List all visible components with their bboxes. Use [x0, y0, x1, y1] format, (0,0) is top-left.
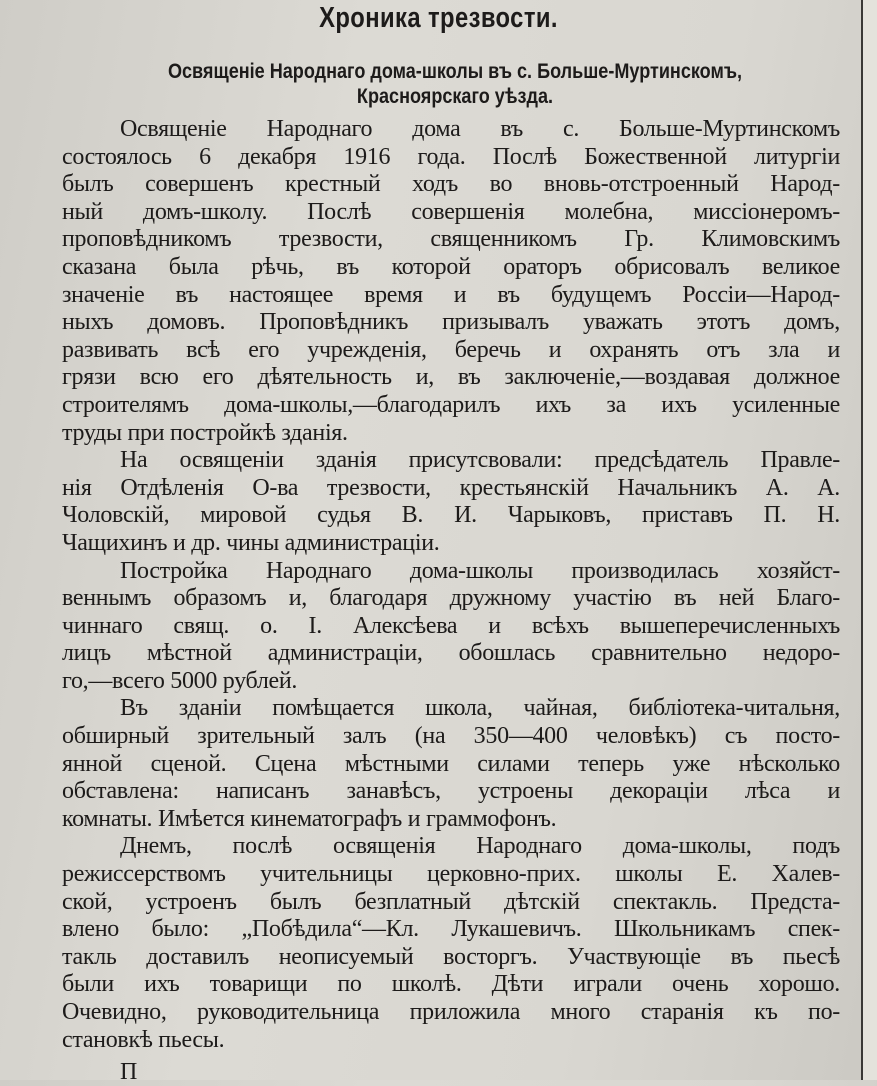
paragraph [62, 447, 840, 557]
text-line: развивать всѣ его учрежденія, беречь и охранять отъ зла и [62, 336, 840, 363]
text-line: обширный зрительный залъ (на 350—400 человѣкъ) съ посто- [62, 723, 840, 750]
cut-off-line: П [120, 1059, 138, 1085]
text-line: обставлена: написанъ занавѣсъ, устроены декораціи лѣса и [62, 778, 840, 805]
article-heading-line-1: Освященіе Народнаго дома-школы въ с. Больше-Муртинскомъ, [167, 60, 743, 83]
text-line: режиссерствомъ учительницы церковно-прих. школы Е. Халев- [62, 861, 840, 888]
text-line: го,—всего 5000 рублей. [62, 667, 298, 694]
text-line: чиннаго свящ. о. І. Алексѣева и всѣхъ вышеперечисленныхъ [62, 612, 840, 639]
text-line: нія Отдѣленія О-ва трезвости, крестьянскій Начальникъ А. А. [62, 474, 840, 501]
text-line: веннымъ образомъ и, благодаря дружному участію въ ней Благо- [62, 585, 840, 612]
text-line: проповѣдникомъ трезвости, священникомъ Гр. Климовскимъ [62, 226, 840, 253]
text-line: Чащихинъ и др. чины администраціи. [62, 529, 440, 556]
paragraph [62, 833, 840, 1054]
text-line: труды при постройкѣ зданія. [62, 419, 348, 446]
text-line: влено было: „Побѣдила“—Кл. Лукашевичъ. Школьникамъ спек- [62, 916, 840, 943]
paragraph [62, 558, 840, 696]
text-line: состоялось 6 декабря 1916 года. Послѣ Божественной литургіи [62, 143, 840, 170]
text-line: комнаты. Имѣется кинематографъ и граммофонъ. [62, 805, 557, 832]
text-line: были ихъ товарищи по школѣ. Дѣти играли очень хорошо. [62, 971, 840, 998]
text-line: Чоловскій, мировой судья В. И. Чарыковъ, приставъ П. Н. [62, 502, 840, 529]
text-line: такль доставилъ неописуемый восторгъ. Участвующіе въ пьесѣ [62, 943, 840, 970]
text-line: Днемъ, послѣ освященія Народнаго дома-школы, подъ [120, 833, 840, 860]
text-line: грязи всю его дѣятельность и, въ заключеніе,—воздавая должное [62, 364, 840, 391]
text-line: становкѣ пьесы. [62, 1026, 225, 1053]
article-heading-line-2: Красноярскаго уѣзда. [356, 85, 554, 108]
page-title: Хроника трезвости. [319, 2, 558, 34]
text-line: значеніе въ настоящее время и въ будущемъ Россіи—Народ- [62, 281, 840, 308]
text-line: строителямъ дома-школы,—благодарилъ ихъ за ихъ усиленные [62, 391, 840, 418]
article-body [62, 116, 840, 1054]
text-line: ныхъ домовъ. Проповѣдникъ призывалъ уважать этотъ домъ, [62, 309, 840, 336]
text-line: лицъ мѣстной администраціи, обошлась сравнительно недоро- [62, 640, 840, 667]
text-line: былъ совершенъ крестный ходъ во вновь-отстроенный Народ- [62, 171, 840, 198]
text-line: Очевидно, руководительница приложила много старанія къ по- [62, 999, 840, 1025]
text-line: ный домъ-школу. Послѣ совершенія молебна, миссіонеромъ- [62, 198, 840, 225]
text-line: На освященіи зданія присутсвовали: предсѣдатель Правле- [120, 447, 840, 474]
page-edge [861, 0, 877, 1080]
text-line: янной сценой. Сцена мѣстными силами теперь уже нѣсколько [62, 750, 840, 777]
text-line: сказана была рѣчь, въ которой ораторъ обрисовалъ великое [62, 253, 840, 280]
text-line: ской, устроенъ былъ безплатный дѣтскій спектакль. Предста- [62, 888, 840, 915]
text-line: Въ зданіи помѣщается школа, чайная, библіотека-читальня, [120, 695, 840, 722]
paragraph [62, 695, 840, 833]
paragraph [62, 116, 840, 447]
text-line: Освященіе Народнаго дома въ с. Больше-Муртинскомъ [120, 116, 840, 142]
text-line: Постройка Народнаго дома-школы производилась хозяйст- [120, 557, 840, 584]
